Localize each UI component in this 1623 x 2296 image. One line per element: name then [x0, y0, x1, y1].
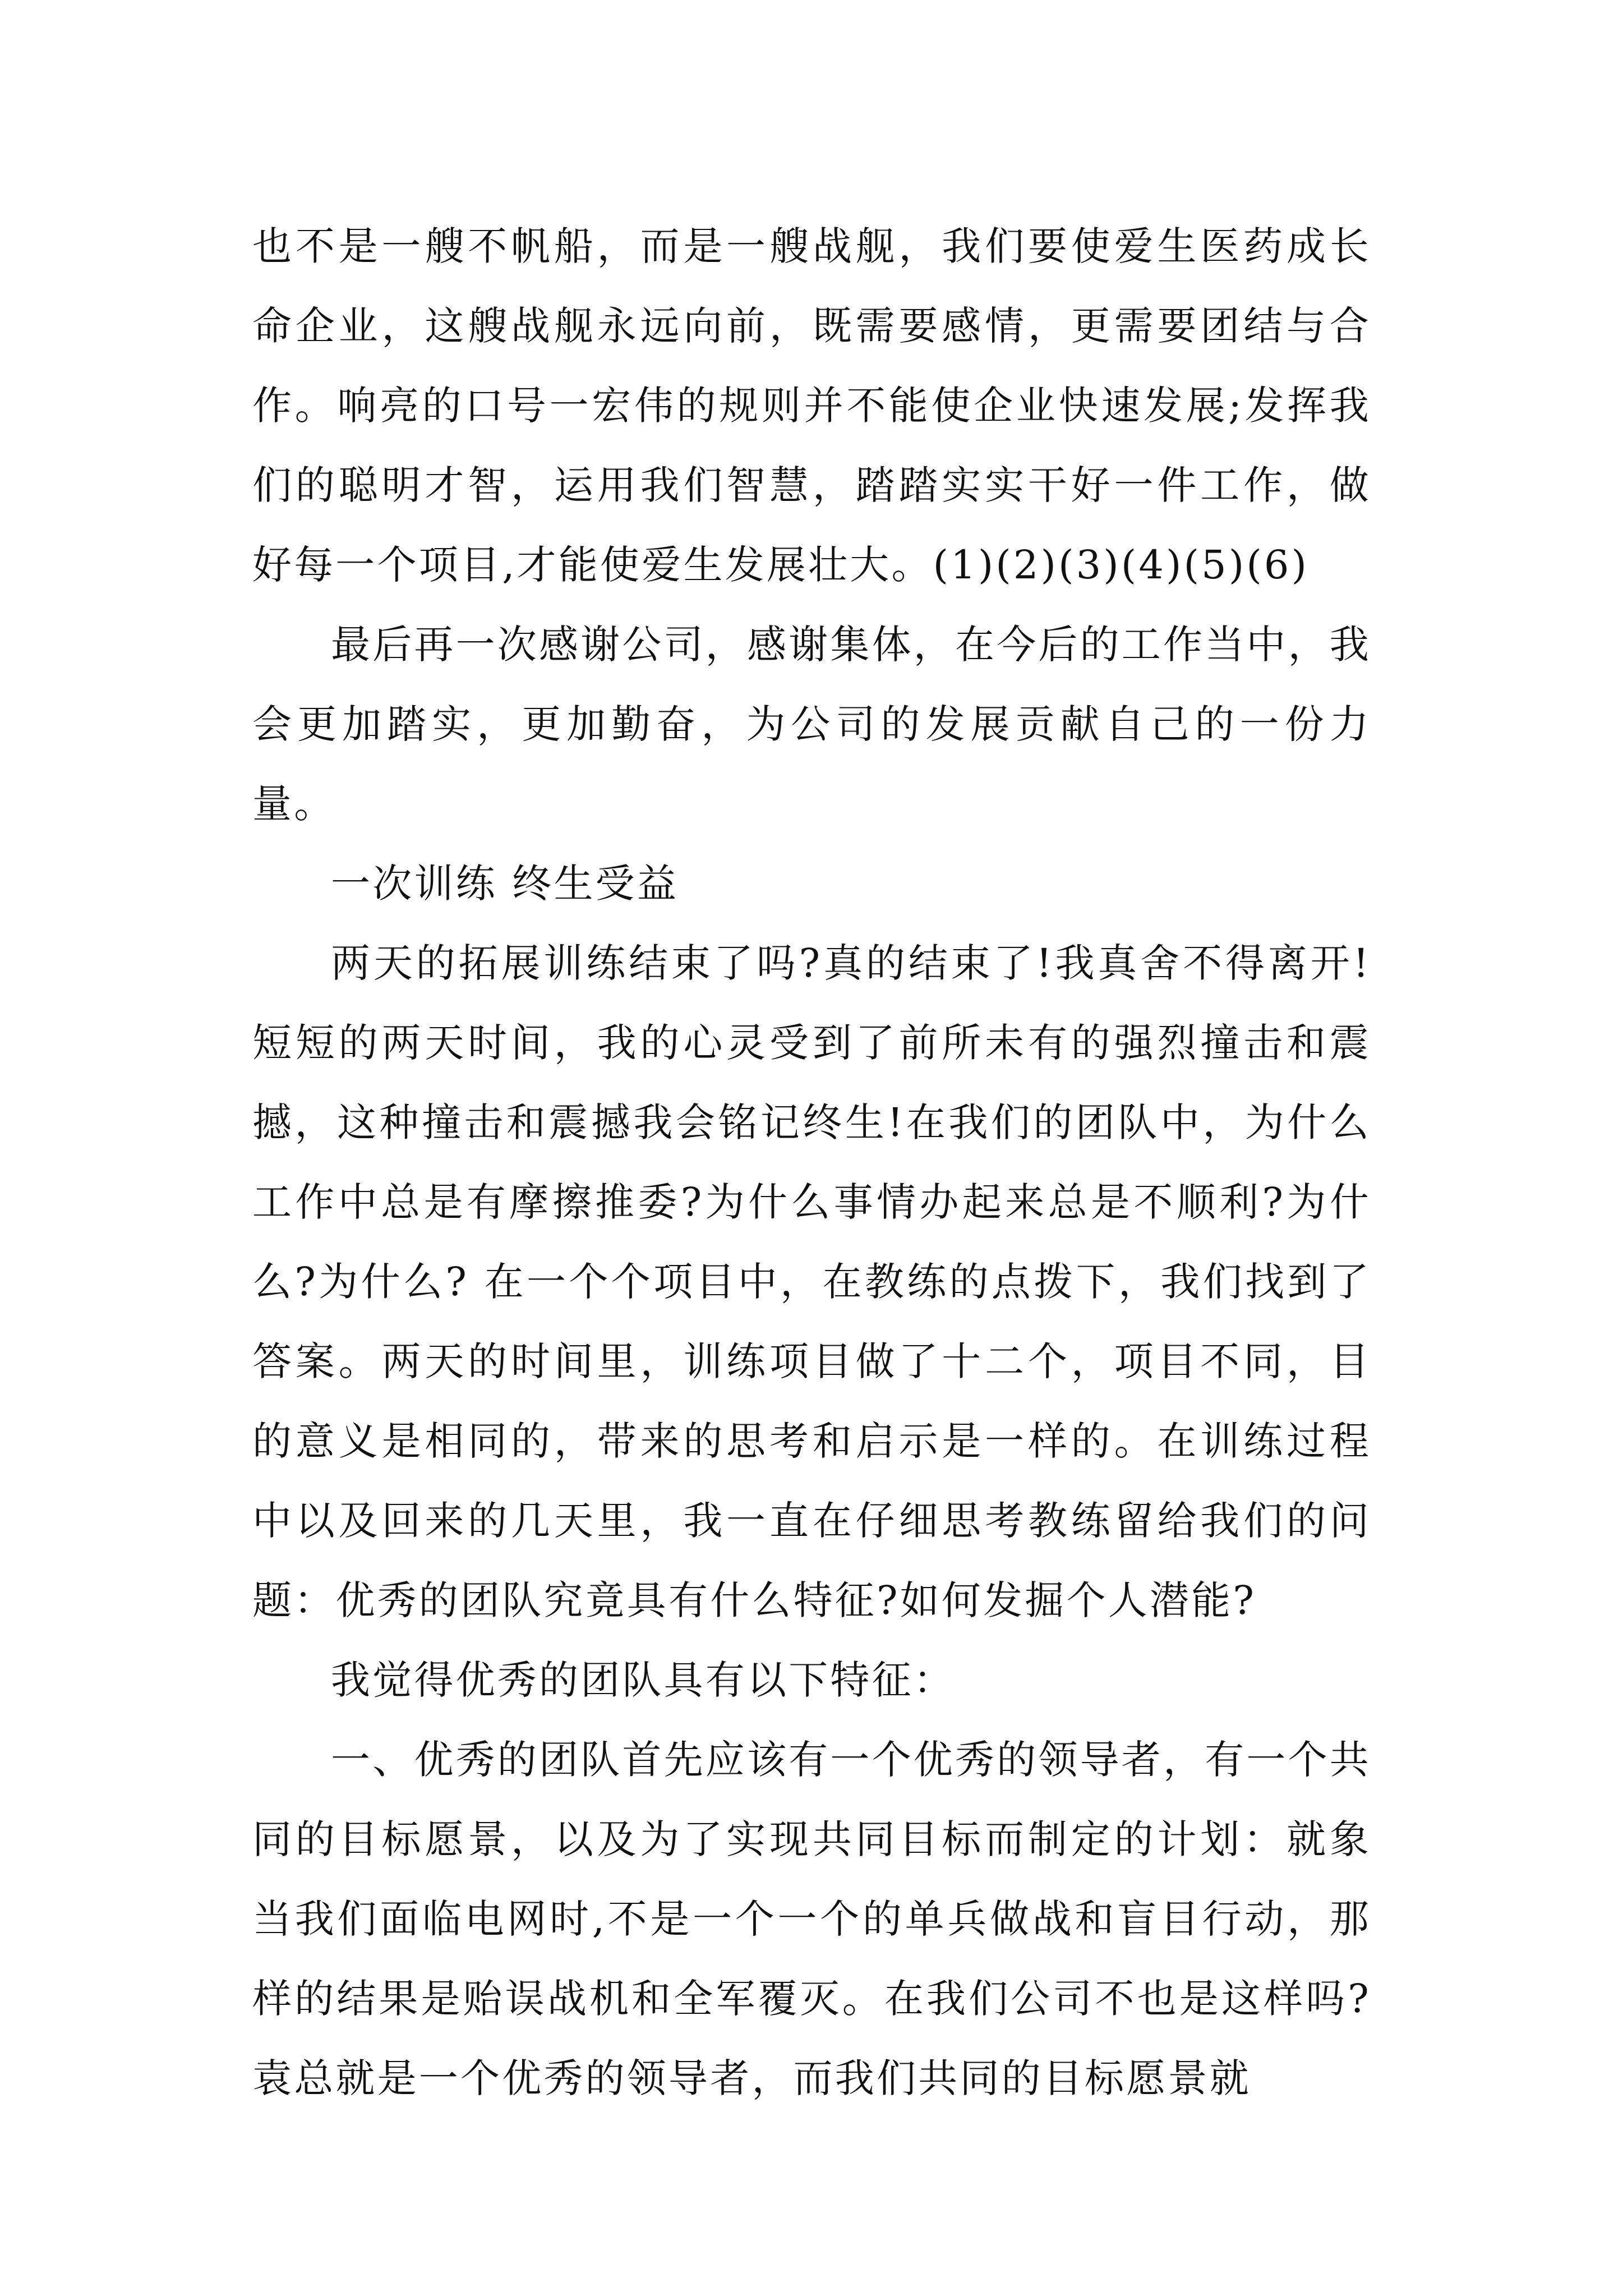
paragraph-continuation: 也不是一艘不帆船，而是一艘战舰，我们要使爱生医药成长命企业，这艘战舰永远向前，既需要感情，更需要团结与合作。响亮的口号一宏伟的规则并不能使企业快速发展;发挥我们的聪明才智，运用我们智慧，踏踏实实干好一件工作，做好每一个项目,才能使爱生发展壮大。(1)(2)(3)(4)(5)(6) [252, 223, 1371, 588]
paragraph-features-intro: 我觉得优秀的团队具有以下特征： [331, 1657, 955, 1703]
paragraph-feature-one: 一、优秀的团队首先应该有一个优秀的领导者，有一个共同的目标愿景，以及为了实现共同目标而制定的计划：就象当我们面临电网时,不是一个一个的单兵做战和盲目行动，那样的结果是贻误战机和全军覆灭。在我们公司不也是这样吗?袁总就是一个优秀的领导者，而我们共同的目标愿景就 [252, 1737, 1371, 2101]
paragraph-thanks: 最后再一次感谢公司，感谢集体，在今后的工作当中，我会更加踏实，更加勤奋，为公司的发展贡献自己的一份力量。 [252, 622, 1371, 827]
document-body [252, 206, 1371, 2118]
paragraph-training: 两天的拓展训练结束了吗?真的结束了!我真舍不得离开!短短的两天时间，我的心灵受到了前所未有的强烈撞击和震撼，这种撞击和震撼我会铭记终生!在我们的团队中，为什么工作中总是有摩擦推委?为什么事情办起来总是不顺利?为什么?为什么? 在一个个项目中，在教练的点拨下，我们找到了答案。两天的时间里，训练项目做了十二个，项目不同，目的意义是相同的，带来的思考和启示是一样的。在训练过程中以及回来的几天里，我一直在仔细思考教练留给我们的问题：优秀的团队究竟具有什么特征?如何发掘个人潜能? [252, 940, 1371, 1623]
section-heading: 一次训练 终生受益 [331, 861, 679, 907]
